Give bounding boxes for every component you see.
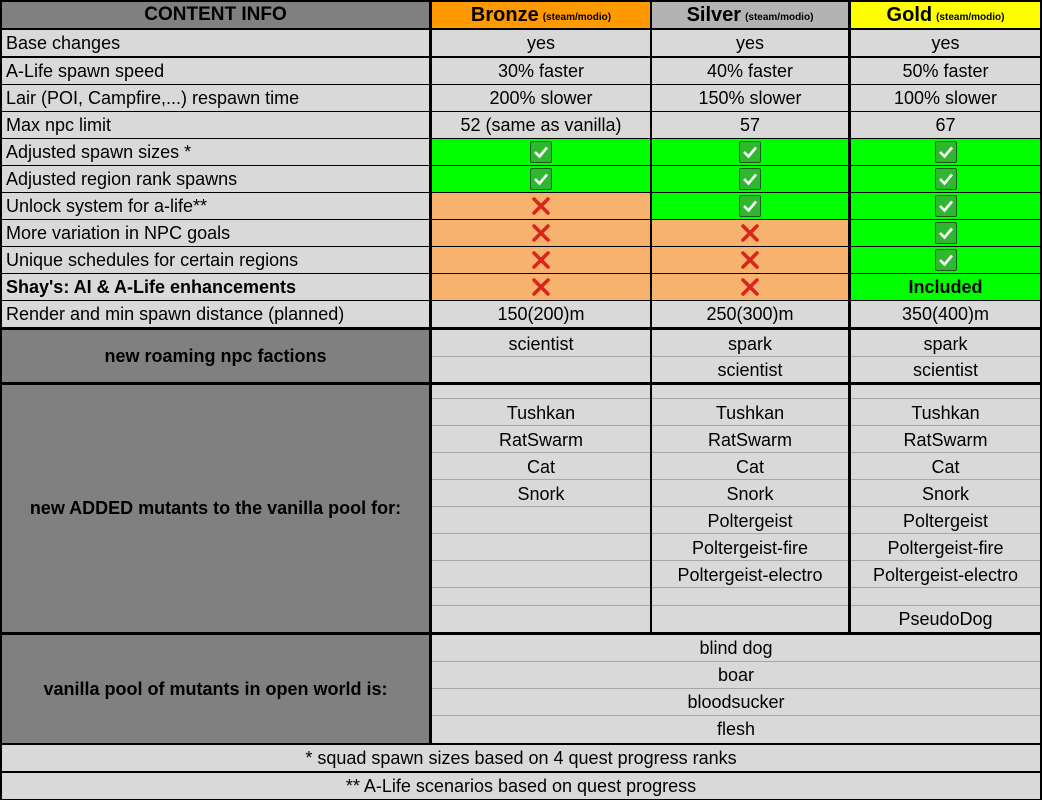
cell-silver: 250(300)m: [652, 301, 848, 327]
row-label: Adjusted region rank spawns: [2, 166, 429, 192]
row-divider: [652, 452, 848, 453]
cell-gold: 50% faster: [851, 58, 1040, 84]
header-title: [2, 2, 429, 28]
row-divider: [851, 479, 1040, 480]
faction-item: scientist: [912, 360, 979, 380]
row-label: More variation in NPC goals: [2, 220, 429, 246]
mutant-item: Poltergeist-fire: [691, 538, 809, 558]
row-divider: [652, 425, 848, 426]
row-label: Shay's: AI & A-Life enhancements: [2, 274, 429, 300]
row-divider: [851, 425, 1040, 426]
cell-gold: [851, 247, 1040, 273]
cross-x-icon: [740, 250, 760, 270]
mutant-item: RatSwarm: [498, 430, 583, 450]
faction-item: spark: [727, 334, 772, 354]
mutant-item: Poltergeist-electro: [677, 565, 823, 585]
cross-x-icon: [740, 277, 760, 297]
row-divider: [432, 452, 650, 453]
row-label: Unlock system for a-life**: [2, 193, 429, 219]
row-divider: [851, 560, 1040, 561]
row-divider: [652, 605, 848, 606]
mutant-item: Cat: [931, 457, 960, 477]
row-divider: [432, 605, 650, 606]
row-label: Unique schedules for certain regions: [2, 247, 429, 273]
cell-gold: 67: [851, 112, 1040, 138]
checkbox-checked-icon: [739, 195, 761, 217]
mutant-item: Tushkan: [715, 403, 785, 423]
cross-x-icon: [531, 196, 551, 216]
cell-gold: [851, 193, 1040, 219]
tier-silver-name: Silver: [686, 3, 742, 26]
row-divider: [851, 398, 1040, 399]
vanilla-item: boar: [717, 665, 755, 685]
header-silver: [652, 2, 848, 28]
row-divider: [851, 605, 1040, 606]
mutant-item: RatSwarm: [903, 430, 988, 450]
mutants-bronze: [432, 385, 650, 632]
row-divider: [652, 506, 848, 507]
cell-bronze: [432, 220, 650, 246]
header-bronze: [432, 2, 650, 28]
row-label: Adjusted spawn sizes *: [2, 139, 429, 165]
cell-gold: [851, 220, 1040, 246]
mutant-item: RatSwarm: [707, 430, 792, 450]
cell-bronze: 30% faster: [432, 58, 650, 84]
row-divider: [432, 479, 650, 480]
cell-silver: [652, 193, 848, 219]
cell-silver: [652, 274, 848, 300]
cell-gold: [851, 139, 1040, 165]
footnote: * squad spawn sizes based on 4 quest progress ranks: [2, 745, 1040, 771]
cross-x-icon: [740, 223, 760, 243]
cell-gold: [851, 166, 1040, 192]
row-label: Lair (POI, Campfire,...) respawn time: [2, 85, 429, 111]
faction-item: spark: [923, 334, 968, 354]
cell-bronze: 200% slower: [432, 85, 650, 111]
tier-gold-name: Gold: [886, 3, 933, 26]
cross-x-icon: [531, 277, 551, 297]
row-label: A-Life spawn speed: [2, 58, 429, 84]
cell-silver: [652, 220, 848, 246]
row-divider: [432, 425, 650, 426]
cell-gold: yes: [851, 30, 1040, 56]
mutants-silver: [652, 385, 848, 632]
cell-gold-included: Included: [851, 274, 1040, 300]
cell-gold: 100% slower: [851, 85, 1040, 111]
row-divider: [851, 356, 1040, 357]
vanilla-item: flesh: [716, 719, 756, 739]
cell-bronze: yes: [432, 30, 650, 56]
row-divider: [652, 533, 848, 534]
row-divider: [851, 506, 1040, 507]
cross-x-icon: [531, 223, 551, 243]
faction-item: scientist: [717, 360, 783, 380]
mutant-item: Snork: [921, 484, 970, 504]
mutant-item: Snork: [517, 484, 565, 504]
checkbox-checked-icon: [530, 141, 552, 163]
tier-bronze-sub: (steam/modio): [542, 11, 612, 23]
footnote: ** A-Life scenarios based on quest progress: [2, 773, 1040, 799]
row-divider: [652, 398, 848, 399]
row-divider: [432, 356, 650, 357]
mutant-item: PseudoDog: [898, 609, 993, 629]
cell-silver: 150% slower: [652, 85, 848, 111]
tier-bronze-name: Bronze: [470, 3, 539, 26]
factions-gold: [851, 330, 1040, 382]
row-divider: [432, 506, 650, 507]
checkbox-checked-icon: [935, 141, 957, 163]
checkbox-checked-icon: [935, 168, 957, 190]
factions-silver: [652, 330, 848, 382]
row-divider: [432, 533, 650, 534]
row-divider: [432, 587, 650, 588]
tier-gold-sub: (steam/modio): [936, 11, 1005, 23]
cell-silver: yes: [652, 30, 848, 56]
mutant-item: Cat: [735, 457, 764, 477]
cell-silver: [652, 247, 848, 273]
row-label: Base changes: [2, 30, 429, 56]
mutant-item: Tushkan: [911, 403, 980, 423]
mutants-label: new ADDED mutants to the vanilla pool for:: [2, 385, 429, 632]
checkbox-checked-icon: [935, 222, 957, 244]
vanilla-label: vanilla pool of mutants in open world is:: [2, 635, 429, 743]
mutant-item: Tushkan: [506, 403, 576, 423]
cell-silver: 57: [652, 112, 848, 138]
checkbox-checked-icon: [935, 249, 957, 271]
cell-gold: 350(400)m: [851, 301, 1040, 327]
row-divider: [652, 479, 848, 480]
mutant-item: Cat: [526, 457, 555, 477]
mutant-item: Poltergeist: [707, 511, 793, 531]
factions-bronze: [432, 330, 650, 382]
mutant-item: Poltergeist: [902, 511, 989, 531]
faction-item: scientist: [508, 334, 574, 354]
vanilla-item: blind dog: [699, 638, 773, 658]
row-divider: [851, 587, 1040, 588]
row-divider: [652, 587, 848, 588]
row-divider: [432, 398, 650, 399]
cell-bronze: 150(200)m: [432, 301, 650, 327]
mutants-gold: [851, 385, 1040, 632]
row-label: Max npc limit: [2, 112, 429, 138]
cell-silver: [652, 139, 848, 165]
vanilla-list: [432, 635, 1040, 743]
row-divider: [851, 533, 1040, 534]
row-divider: [652, 356, 848, 357]
cell-silver: 40% faster: [652, 58, 848, 84]
row-label: Render and min spawn distance (planned): [2, 301, 429, 327]
row-divider: [432, 688, 1040, 689]
cell-silver: [652, 166, 848, 192]
row-divider: [432, 560, 650, 561]
mutant-item: Poltergeist-fire: [887, 538, 1004, 558]
checkbox-checked-icon: [530, 168, 552, 190]
cell-bronze: [432, 193, 650, 219]
tier-silver-sub: (steam/modio): [745, 11, 814, 23]
mutant-item: Poltergeist-electro: [872, 565, 1019, 585]
row-divider: [851, 452, 1040, 453]
checkbox-checked-icon: [739, 168, 761, 190]
cell-bronze: [432, 247, 650, 273]
cell-bronze: [432, 139, 650, 165]
header-title-text: CONTENT INFO: [144, 4, 287, 25]
row-divider: [432, 661, 1040, 662]
row-divider: [432, 715, 1040, 716]
cross-x-icon: [531, 250, 551, 270]
row-divider: [652, 560, 848, 561]
factions-label: new roaming npc factions: [2, 330, 429, 382]
cell-bronze: [432, 166, 650, 192]
header-gold: [851, 2, 1040, 28]
cell-bronze: [432, 274, 650, 300]
checkbox-checked-icon: [739, 141, 761, 163]
cell-bronze: 52 (same as vanilla): [432, 112, 650, 138]
vanilla-item: bloodsucker: [687, 692, 785, 712]
checkbox-checked-icon: [935, 195, 957, 217]
mutant-item: Snork: [726, 484, 774, 504]
